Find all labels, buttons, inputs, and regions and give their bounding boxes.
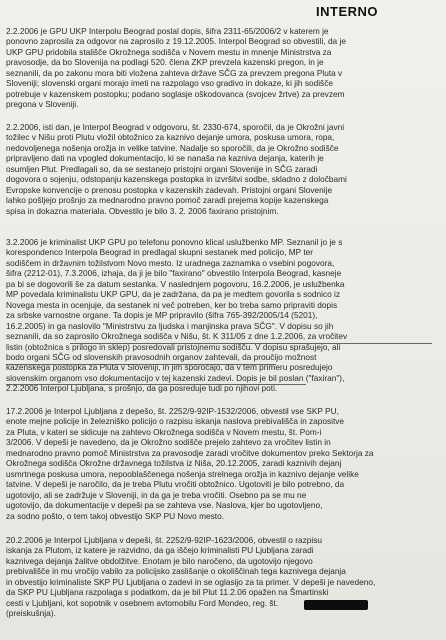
text-line: ponovno zaprosila za odgovor na zaprosilo z 19.12.2005. Interpol Beograd so obvestili, da je [6,36,346,47]
text-line: 3.2.2006 je kriminalist UKP GPU po telefonu ponovno klical uslužbenko MP. Seznanil jo je s [6,237,343,247]
handwritten-underline [70,343,432,344]
text-line: tožilec v Nišu proti Plutu vložil obtožnico za kaznivo dejanje umora, poskusa umora, ropa, [6,132,335,143]
text-line: mednarodno pravno pomoč Ministrstva za pravosodje zaradi vročitve dokumentov preko Sektorja za [6,447,374,458]
text-line: potrebuje v kazenskem postopku; podano soglasje oškodovanca (svojcev žrtve) za prevzem [6,88,345,99]
text-line: usmrtnega poskusa umora, nepooblaščenega nošenja strelnega orožja in kaznivo dejanje velike [6,468,359,479]
text-line: 3/2006. V depeši je navedeno, da je Okrožno sodišče prejelo zahtevo za vročitev listin in [6,437,331,448]
text-line: pravosodje, da bo Slovenija na podlagi 520. člena ZKP prevzela kazenski pregon, in je [6,57,324,68]
text-line: iskanja za Plutom, iz katere je razvidno, da ga iščejo kriminalisti PU Ljubljana zaradi [6,545,314,556]
text-line: ugotovijo, ali se zadržuje v Sloveniji, in da ga je treba vročiti. Osebno pa se mu ne [6,489,307,500]
text-line: cesti v Ljubljani, kot sopotnik v osebnem avtomobilu Ford Mondeo, reg. št. [6,597,279,608]
paragraph-2-2-2006-first [6,26,442,110]
text-line: 16.2.2005) in ga naslovilo "Ministrstvu za ljudska i manjinska prava SČG". V dopisu so jih [6,320,334,331]
text-line: ugotovijo, da dokumentacije v depeši pa se zahteva vse. Naslova, kjer bo ugotovljeno, [6,500,323,511]
classification-header: INTERNO [316,4,378,19]
text-line: dogovora o sojenju, odstopanju kazenskega postopka in izvršitvi sodbe, skladno z določbami [6,174,347,185]
text-line: prebivališče in mu vročijo vabilo za policijsko zaslišanje o okoliščinah tega kaznivega dejanja [6,566,346,577]
paragraph-2-2-2006-second [6,122,442,216]
handwritten-underline [6,364,276,365]
text-line: 20.2.2006 je Interpol Ljubljana v depeši, št. 2252/9-92IP-1623/2006, obvestil o razpisu [6,535,322,545]
text-line: Novega mesta in ocenjuje, da sestanek ni več potreben, ker bo treba samo pripraviti dopis [6,299,338,310]
text-line: šifra (2212-01), 7.3.2006, izhaja, da ji je bilo "faxirano" obvestilo Interpola Beograd, kasneje [6,268,342,279]
text-line: da SKP PU Ljubljana razpolaga s podatkom, da je bil Plut 11.2.06 opažen na Šmartinski [6,587,329,598]
text-line: Evropske konvencije o prenosu postopka v kazenskih zadevah. Pristojni organi Slovenije [6,184,333,195]
text-line: osumljen Plut. Predlagali so, da se sestanejo pristojni organi Slovenije in SČG zaradi [6,163,318,174]
text-line: bodo organi SČG od slovenskih pravosodnih organov zahtevali, da proučijo možnost [6,351,317,362]
text-line: korespondenco Interpola Beograd in predlagal skupni sestanek med policijo, MP ter [6,247,314,258]
text-line: seznanili, da po zakonu mora biti vložena zahteva države SČG za prevzem pregona Pluta v [6,67,343,78]
text-line: (preiskušnja). [6,608,56,619]
text-line: kaznivega dejanja žalitve obdolžitve. Enotam je bilo naročeno, da ugotovijo njegovo [6,555,313,566]
text-line: 2.2.2006, isti dan, je Interpol Beograd v odgovoru, št. 2330-674, sporočil, da je Okrožni javni [6,122,345,132]
text-line: tatvine. V depeši je naročilo, da je treba Plutu vročiti obtožnico. Ugotoviti je bilo potrebno, da [6,479,345,490]
text-line: 17.2.2006 je Interpol Ljubljana z depešo, št. 2252/9-92IP-1532/2006, obvestil vse SKP PU, [6,406,339,416]
document-body [0,26,446,640]
text-line: kazenskega postopka za Pluta v Sloveniji, in jim sporočajo, da v tem primeru posredujejo [6,362,333,373]
redaction-bar [304,600,368,610]
text-line: sodiščem in državnim tožilstvom Novo mesto. Iz uradnega zaznamka o vsebini pogovora, [6,257,335,268]
text-line: pripravljeno dati na vpogled dokumentacijo, ki se nanaša na kazniva dejanja, katerih je [6,153,324,164]
text-line: lahko pošljejo prošnjo za mednarodno pravno pomoč zaradi prejema kopije kazenskega [6,195,329,206]
paragraph-17-2-2006 [6,406,442,521]
text-line: spisa in dokazna materiala. Obvestilo je bilo 3. 2. 2006 faxirano pristojnim. [6,205,279,216]
handwritten-underline [6,384,306,385]
paragraph-20-2-2006 [6,535,442,619]
text-line: UKP GPU pridobila stališče Okrožnega sodišča v Novem mestu in mnenje Ministrstva za [6,46,332,57]
paragraph-3-2-2006 [6,237,442,394]
text-line: nedovoljenega nošenja orožja in velike tatvine. Nadalje so sporočili, da je Okrožno sodišče [6,142,339,153]
text-line: Okrožnega sodišča Okrožne državnega tožilstva iz Niša, 20.12.2005, zaradi kaznivih dejanj [6,458,342,469]
text-line: MP povedala kriminalistu UKP GPU, da je zadržana, da pa je medtem govorila s sodnico iz [6,289,341,300]
text-line: za Pluta, v kateri se sklicuje na zahtevo Okrožnega sodišča v Novem mestu, št. Pom-i [6,426,322,437]
text-line: Sloveniji; slovenski organi morajo imeti na razpolago vso gradivo in dokaze, ki jih sodišče [6,78,333,89]
text-line: pregona v Sloveniji. [6,99,79,110]
text-line: slovenskim organom vso dokumentacijo v tej kazenski zadevi. Dopis je bil poslan ("faxiran"), [6,372,345,383]
text-line: za sodno pošto, o tem takoj obvestijo SKP PU Novo mesto. [6,510,224,521]
text-line: seznanili, da so zaprosilo Okrožnega sodišča v Nišu, št. K 311/05 z dne 1.2.2006, za vročitev [6,331,348,342]
text-line: 2.2.2006 Interpol Ljubljana, s prošnjo, da ga posreduje tudi po njihovi poti. [6,383,278,394]
text-line: enote mejne policije in železniško policijo o razpisu iskanja naslova prebivališča in zapositve [6,416,345,427]
text-line: 2.2.2006 je GPU UKP Interpolu Beograd poslal dopis, šifra 2311-65/2006/2 v katerem je [6,26,329,36]
text-line: listin (obtožnica s prilogo in sklep) posredovali pristojnemu sodišču. V dopisu sprašujejo, ali [6,341,341,352]
text-line: pa bi se dogovorili še za datum sestanka. V naslednjem pogovoru, 16.2.2006, je uslužbenka [6,278,345,289]
text-line: za srbske varnostne organe. Ta dopis je MP pripravilo (šifra 765-392/2005/14 (5201), [6,310,318,321]
text-line: in obvestijo kriminaliste SKP PU Ljubljana o zadevi in se oglasijo za ta primer. V depeši je navedeno, [6,576,376,587]
